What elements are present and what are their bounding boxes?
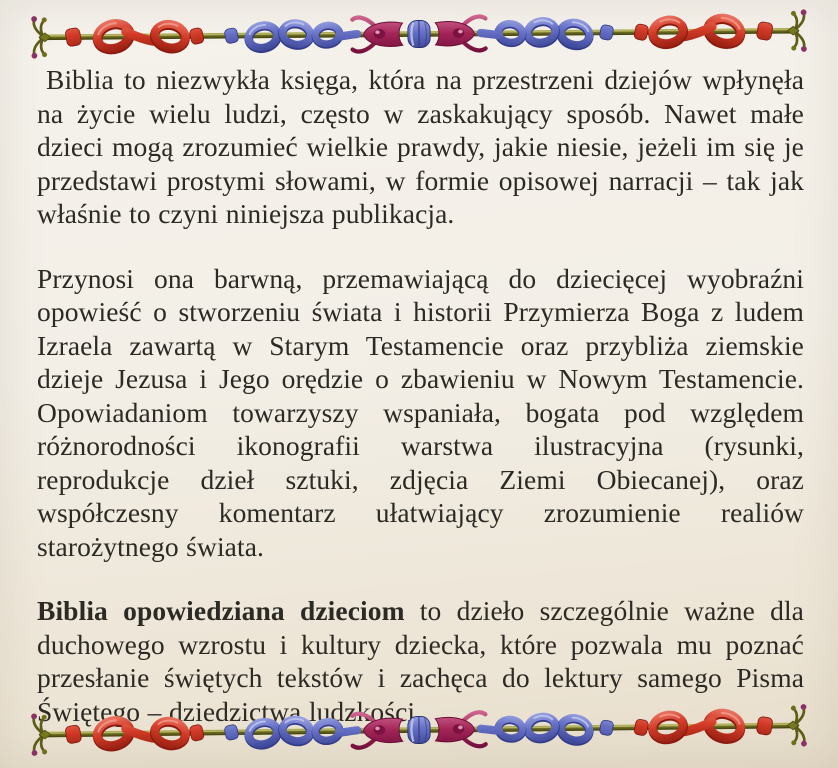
paragraph-description: Przynosi ona barwną, przemawiającą do dziecięcej wyobraźni opowieść o stworzeniu świata i historii Przymierza Boga z ludem Izraela zawartą w Starym Testamencie oraz przybliża ziemskie dzieje Jezusa i Jego orędzie o zbawieniu w Nowym Testamencie. Opowiadaniom towarzyszy wspaniała, bogata pod względem różnorodności ikonografii warstwa ilustracyjna (rysunki, reprodukcje dzieł sztuki, zdjęcia Ziemi Obiecanej), oraz współczesny komentarz ułatwiający zrozumienie realiów starożytnego świata. [37, 262, 804, 562]
paragraph-conclusion-rest: to dzieło szczególnie ważne dla duchowego wzrostu i kultury dziecka, które pozwala mu poznać przesłanie świętych tekstów i zachęca do lektury samego Pisma Świętego – dziedzictwa ludzkości. [37, 595, 804, 727]
ribbon-divider-top-icon [9, 3, 829, 64]
blurb-text [37, 63, 804, 728]
book-title: Biblia opowiedziana dzieciom [37, 595, 405, 626]
ribbon-divider-bottom-icon [9, 698, 830, 762]
paragraph-intro: Biblia to niezwykła księga, która na przestrzeni dziejów wpłynęła na życie wielu ludzi, często w zaskakujący sposób. Nawet małe dzieci mogą zrozumieć wielkie prawdy, jakie niesie, jeżeli im się je przedstawi prostymi słowami, w formie opisowej narracji – tak jak właśnie to czyni niniejsza publikacja. [37, 64, 804, 229]
